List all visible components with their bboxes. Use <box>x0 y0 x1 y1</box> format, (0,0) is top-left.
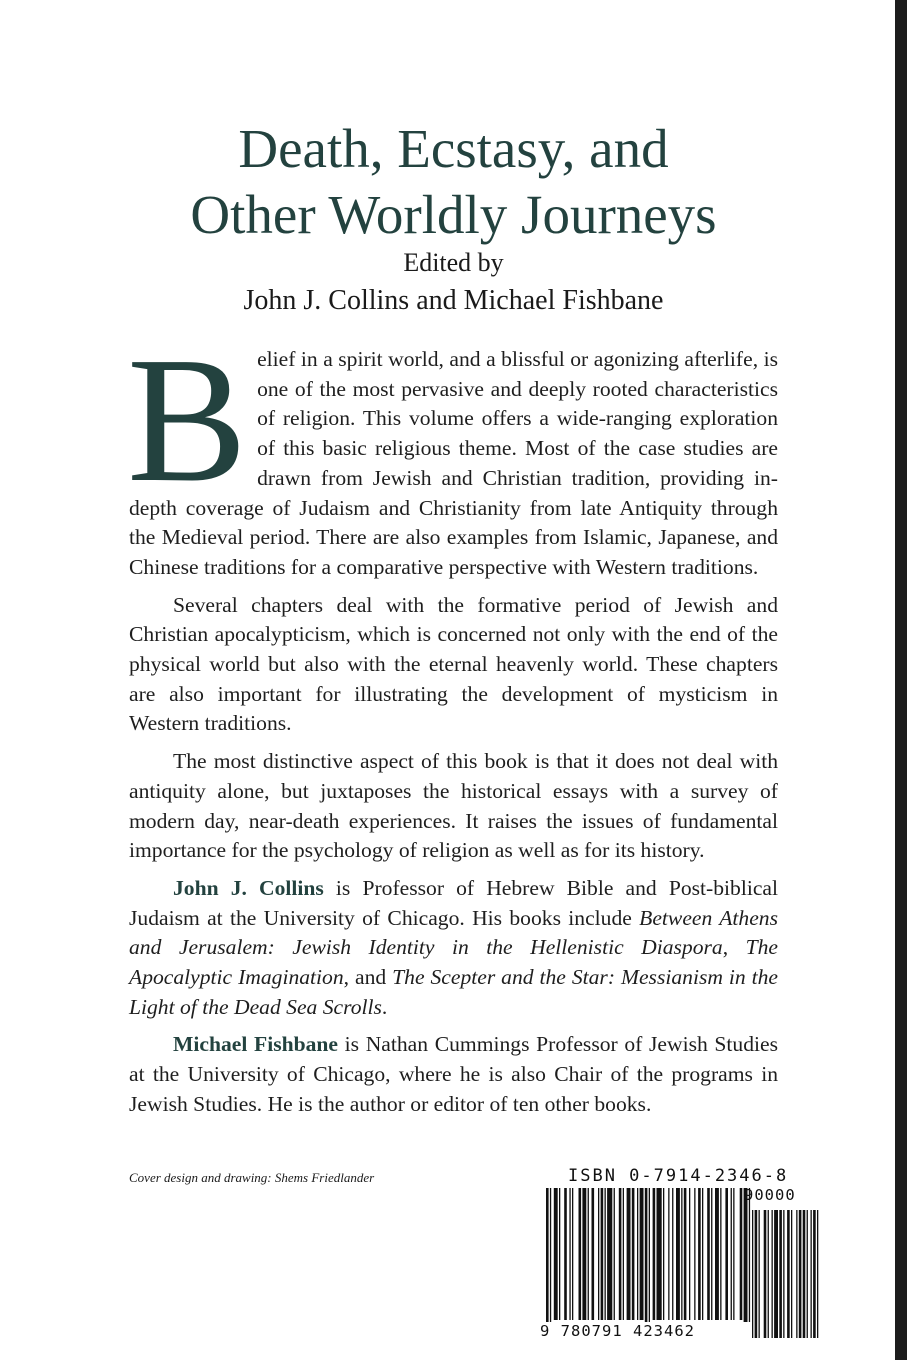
barcode-supplement-bar <box>817 1210 818 1338</box>
barcode-supplement-bar <box>799 1210 802 1338</box>
barcode-bar <box>731 1188 732 1320</box>
barcode-supplement-bar <box>759 1210 760 1338</box>
barcode-bar <box>681 1188 682 1320</box>
barcode-bars <box>540 1188 830 1344</box>
barcode-bar <box>637 1188 638 1320</box>
barcode-bar <box>684 1188 687 1320</box>
blurb-paragraph-3: The most distinctive aspect of this book is that it does not deal with antiquity alone, but juxtaposes the historical essays with a survey of modern day, near-death experiences. It raises the issues of fundamental importance for the psychology of religion as well as for its history. <box>129 749 778 863</box>
barcode-bar <box>663 1188 664 1320</box>
book-title-between-athens: Between Athens and Jerusalem: Jewish Identity in the Hellenistic Diaspora <box>129 905 778 960</box>
barcode-bar <box>707 1188 710 1320</box>
bio-fishbane-name: Michael Fishbane <box>173 1032 339 1057</box>
barcode-bar <box>559 1188 560 1320</box>
bio-collins-sep-2: , and <box>343 965 393 990</box>
bio-collins-text: is Professor of Hebrew Bible and Post-biblical Judaism at the University of Chicago. His books include <box>129 875 778 930</box>
blurb-body <box>127 320 779 1128</box>
barcode-supplement-bar <box>772 1210 773 1338</box>
barcode-supplement-bar <box>752 1210 753 1338</box>
bio-collins-end: . <box>381 994 388 1019</box>
barcode-bar <box>649 1188 650 1338</box>
barcode-supplement-bar <box>779 1210 782 1338</box>
barcode-bar <box>689 1188 690 1320</box>
barcode-bar <box>725 1188 728 1320</box>
barcode-supplement-digits: 90000 <box>744 1186 796 1204</box>
barcode-bar <box>554 1188 558 1320</box>
barcode-ean-digits: 9 780791 423462 <box>540 1322 752 1340</box>
barcode-bar <box>569 1188 570 1320</box>
barcode-supplement-bar <box>764 1210 767 1338</box>
drop-cap: B <box>127 320 248 519</box>
bio-collins-sep-1: , <box>722 935 746 960</box>
blurb-paragraph-2: Several chapters deal with the formative period of Jewish and Christian apocalypticism, which is concerned not only with the end of the physical world but also with the eternal heavenly world. These chapters are also important for illustrating the development of mysticism in Western traditions. <box>129 592 778 736</box>
barcode-bar <box>588 1188 589 1320</box>
bio-collins <box>129 874 778 1023</box>
barcode-bar <box>601 1188 604 1320</box>
barcode-supplement-bar <box>787 1210 790 1338</box>
barcode-bar <box>572 1188 573 1320</box>
barcode-supplement-bar <box>811 1210 812 1338</box>
barcode-bar <box>614 1188 615 1320</box>
barcode-bar <box>715 1188 719 1320</box>
barcode-bar <box>720 1188 721 1320</box>
book-title-scepter-and-star: The Scepter and the Star: Messianism in the Light of the Dead Sea Scrolls <box>129 965 779 1019</box>
barcode-bar <box>672 1188 673 1320</box>
barcode-bar <box>733 1188 734 1320</box>
barcode-supplement-bar <box>807 1210 808 1338</box>
barcode-bar <box>645 1188 648 1338</box>
barcode-bar <box>550 1188 551 1338</box>
editors-names: John J. Collins and Michael Fishbane <box>243 285 664 316</box>
barcode-bar <box>657 1188 662 1320</box>
bio-fishbane-text: is Nathan Cummings Professor of Jewish Studies at the University of Chicago, where he is also Chair of the programs in Jewish Studies. He is the author or editor of ten other books. <box>129 1032 779 1116</box>
barcode-supplement-bar <box>813 1210 816 1338</box>
isbn-label: ISBN 0-7914-2346-8 <box>568 1166 789 1186</box>
blurb-paragraph-1 <box>127 320 778 583</box>
bio-collins-name: John J. Collins <box>173 875 324 900</box>
barcode-bar <box>607 1188 612 1320</box>
barcode-bar <box>744 1188 748 1338</box>
edited-by-label: Edited by <box>403 248 504 277</box>
blurb-paragraph-1-text: elief in a spirit world, and a blissful or agonizing afterlife, is one of the most pervasive and deeply rooted characteristics of religion. This volume offers a wide-ranging exploration of this basic religious theme. Most of the case studies are drawn from Jewish and Christian tradition, providing in-depth coverage of Judaism and Christianity from late Antiquity through the Medieval period. There are also examples from Islamic, Japanese, and Chinese traditions for a comparative perspective with Western traditions. <box>129 347 778 579</box>
barcode-bar <box>627 1188 631 1320</box>
barcode-bar <box>623 1188 624 1320</box>
bio-fishbane <box>129 1030 778 1119</box>
barcode-bar <box>653 1188 656 1320</box>
barcode-bar <box>694 1188 695 1320</box>
barcode-bar <box>579 1188 582 1320</box>
book-title-line-1: Death, Ecstasy, and <box>238 118 669 179</box>
barcode-bar <box>598 1188 599 1320</box>
barcode-bar <box>640 1188 644 1320</box>
book-title-apocalyptic-imagination: The Apocalyptic Imagination <box>129 935 779 990</box>
barcode-bar <box>564 1188 567 1320</box>
barcode-bar <box>668 1188 669 1320</box>
barcode-bar <box>676 1188 680 1320</box>
barcode-supplement-bar <box>755 1210 758 1338</box>
barcode-supplement-bar <box>803 1210 806 1338</box>
book-title-line-2: Other Worldly Journeys <box>190 184 717 245</box>
barcode-bar <box>749 1188 750 1338</box>
barcode-bar <box>592 1188 595 1320</box>
barcode-bar <box>619 1188 622 1320</box>
barcode <box>540 1166 830 1346</box>
barcode-supplement-bar <box>768 1210 769 1338</box>
barcode-supplement-bar <box>791 1210 792 1338</box>
barcode-bar <box>698 1188 701 1320</box>
barcode-supplement-bar <box>796 1210 797 1338</box>
barcode-bar <box>702 1188 703 1320</box>
cover-credit: Cover design and drawing: Shems Friedlander <box>129 1170 375 1185</box>
barcode-supplement-bar <box>783 1210 784 1338</box>
barcode-bar <box>605 1188 606 1320</box>
barcode-bar <box>711 1188 712 1320</box>
barcode-bar <box>546 1188 549 1338</box>
barcode-supplement-bar <box>774 1210 778 1338</box>
barcode-bar <box>632 1188 635 1320</box>
barcode-bar <box>740 1188 743 1320</box>
barcode-bar <box>582 1188 586 1320</box>
